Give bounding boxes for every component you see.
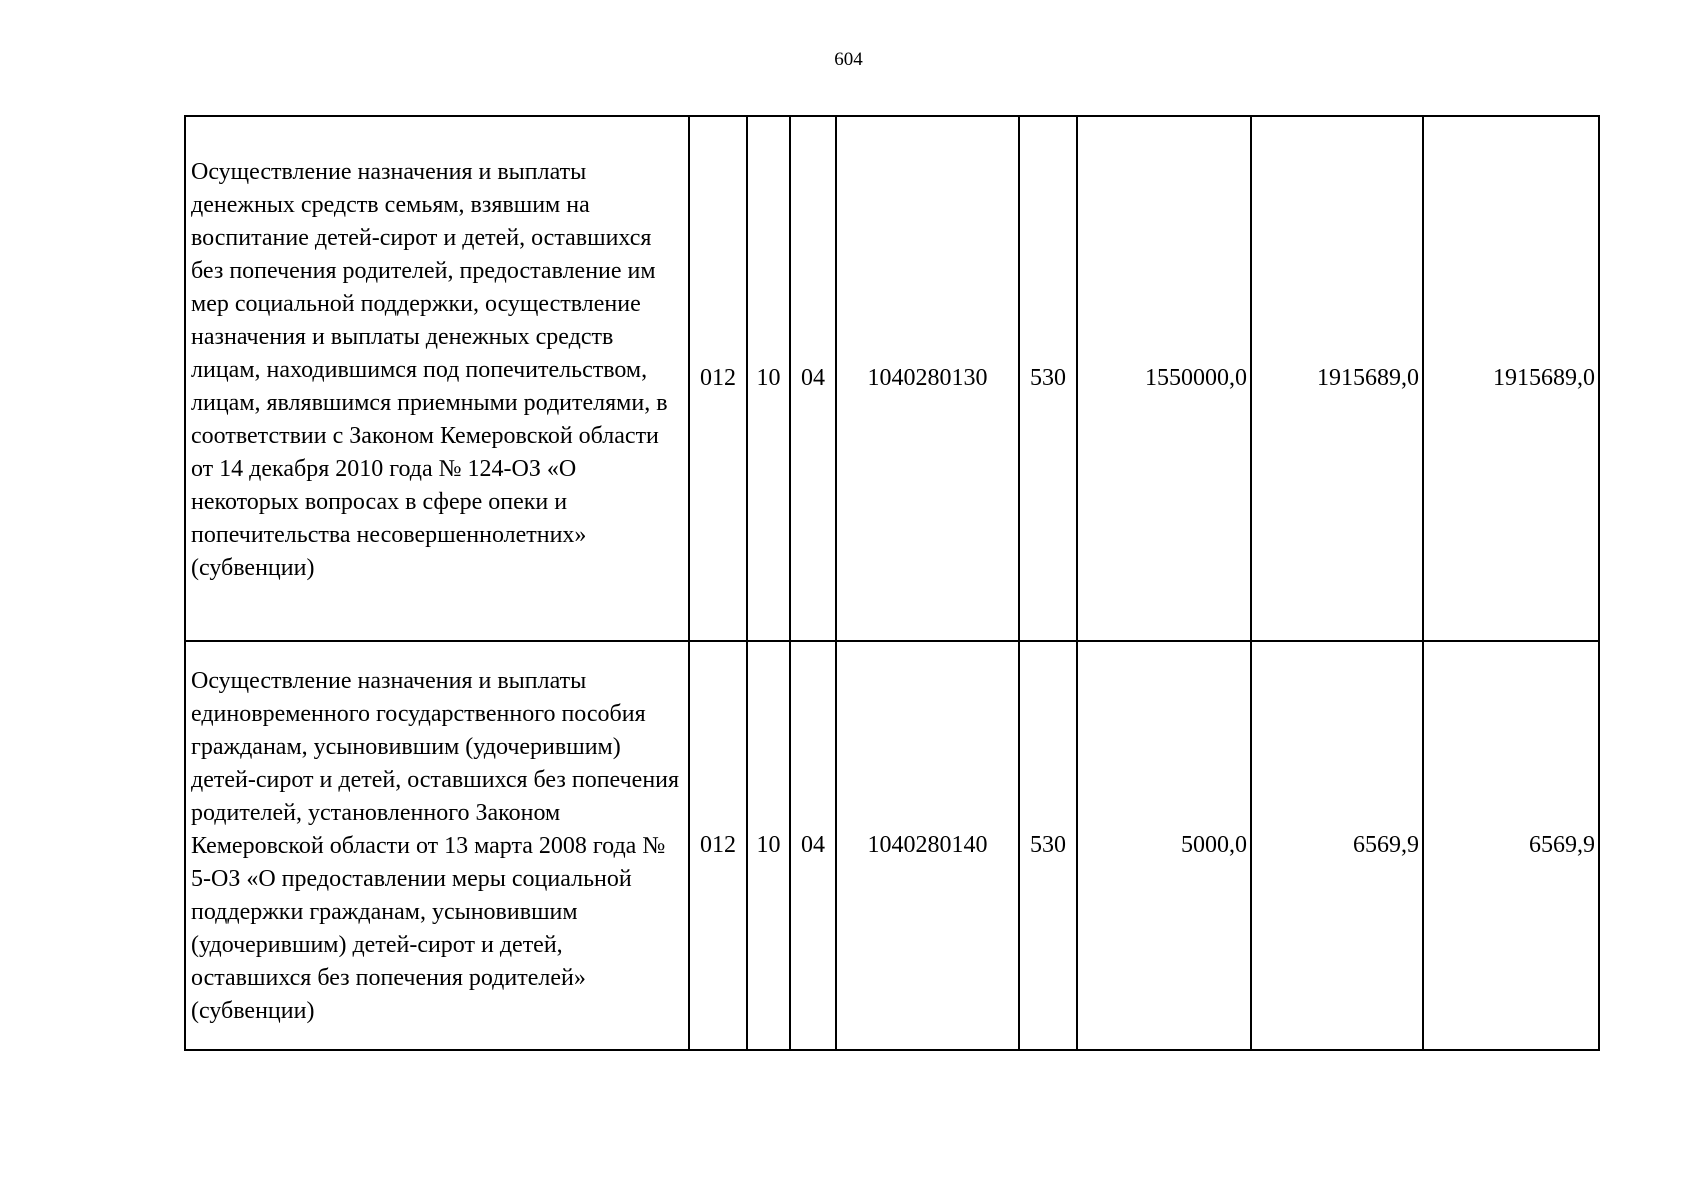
amount-year-3: 1915689,0 — [1423, 116, 1599, 641]
page-number: 604 — [834, 49, 863, 70]
expense-type-code: 530 — [1019, 641, 1077, 1050]
subsection-code: 04 — [790, 641, 836, 1050]
amount-year-1: 1550000,0 — [1077, 116, 1251, 641]
budget-table — [184, 115, 1600, 1051]
amount-year-2: 6569,9 — [1251, 641, 1423, 1050]
table-row — [185, 116, 1599, 641]
ministry-code: 012 — [689, 641, 747, 1050]
row-description: Осуществление назначения и выплаты денежных средств семьям, взявшим на воспитание детей-сирот и детей, оставшихся без попечения родителей, предоставление им мер социальной поддержки, осуществление назначения и выплаты денежных средств лицам, находившимся под попечительством, лицам, являвшимся приемными родителями, в соответствии с Законом Кемеровской области от 14 декабря 2010 года № 124-ОЗ «О некоторых вопросах в сфере опеки и попечительства несовершеннолетних» (субвенции) — [185, 116, 689, 641]
amount-year-1: 5000,0 — [1077, 641, 1251, 1050]
expense-type-code: 530 — [1019, 116, 1077, 641]
subsection-code: 04 — [790, 116, 836, 641]
target-item-code: 1040280140 — [836, 641, 1019, 1050]
amount-year-2: 1915689,0 — [1251, 116, 1423, 641]
ministry-code: 012 — [689, 116, 747, 641]
row-description: Осуществление назначения и выплаты единовременного государственного пособия гражданам, усыновившим (удочерившим) детей-сирот и детей, оставшихся без попечения родителей, установленного Законом Кемеровской области от 13 марта 2008 года № 5-ОЗ «О предоставлении меры социальной поддержки гражданам, усыновившим (удочерившим) детей-сирот и детей, оставшихся без попечения родителей» (субвенции) — [185, 641, 689, 1050]
section-code: 10 — [747, 116, 790, 641]
table-row — [185, 641, 1599, 1050]
target-item-code: 1040280130 — [836, 116, 1019, 641]
section-code: 10 — [747, 641, 790, 1050]
amount-year-3: 6569,9 — [1423, 641, 1599, 1050]
